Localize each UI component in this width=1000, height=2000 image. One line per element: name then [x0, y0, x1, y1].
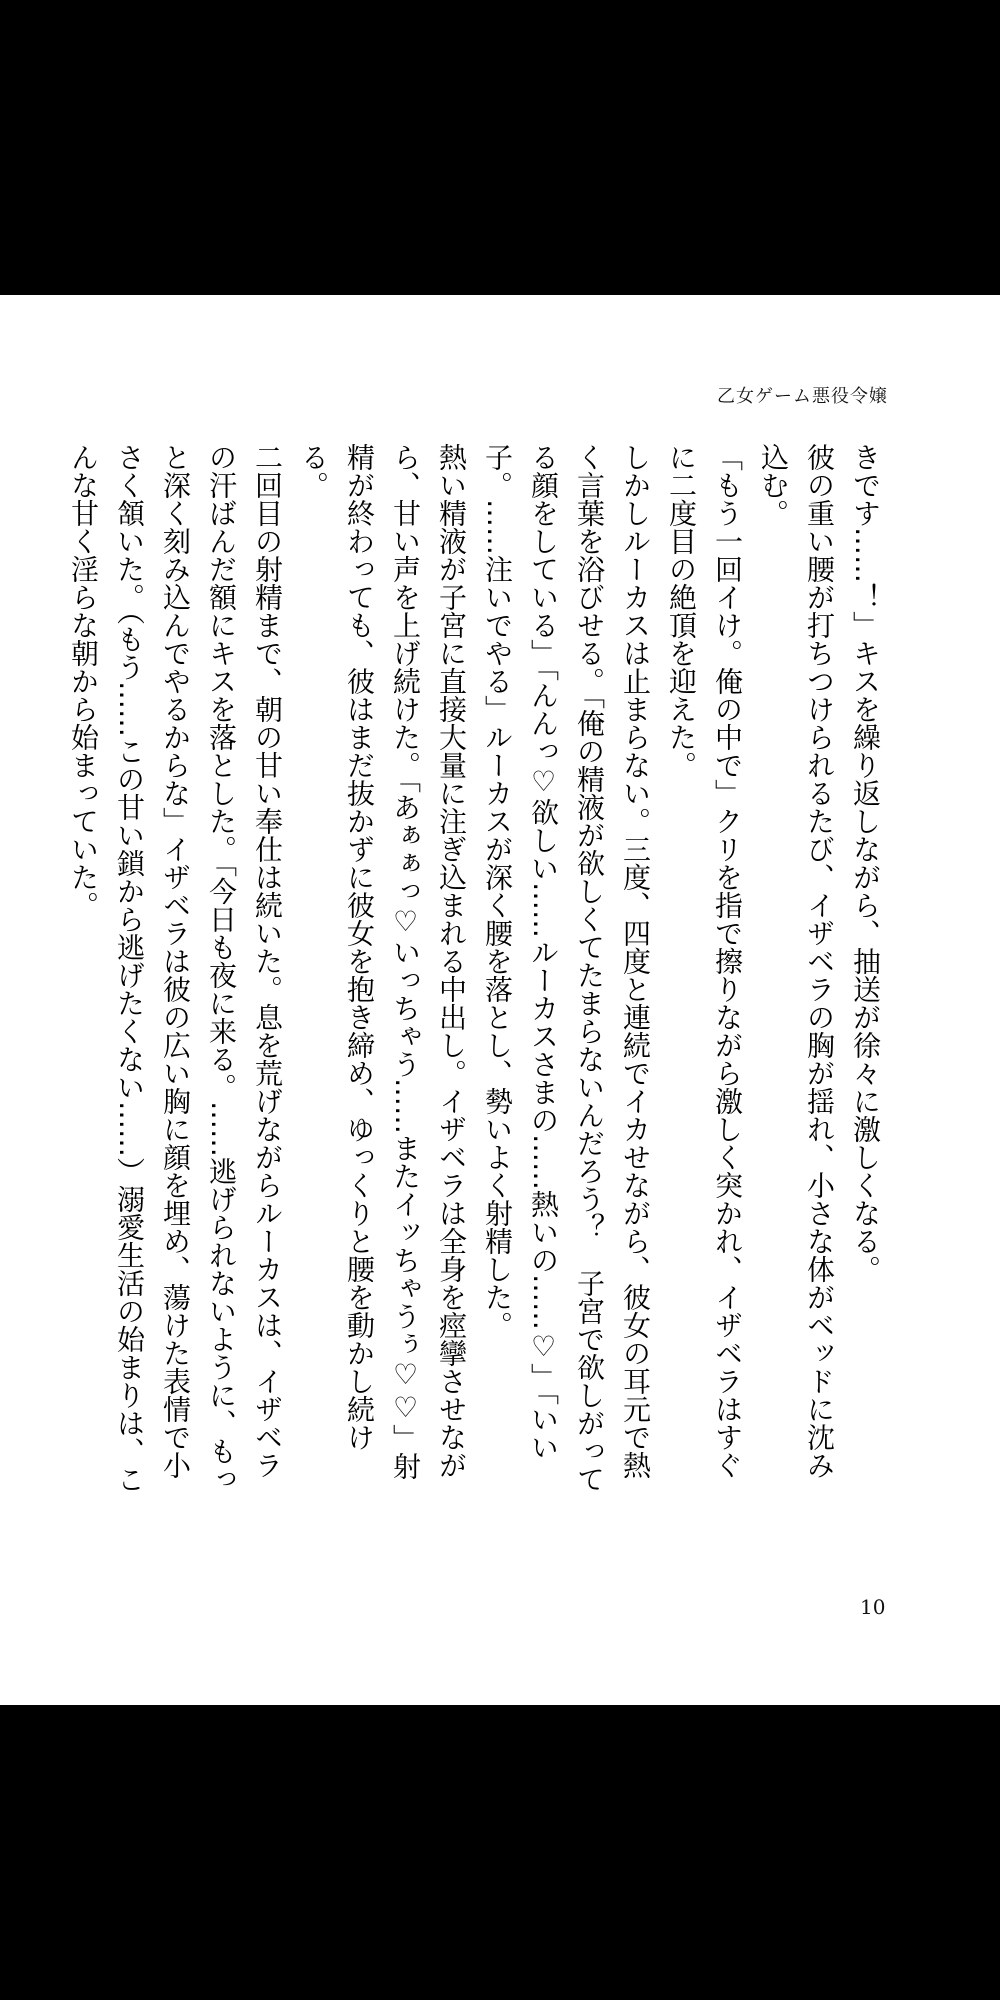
- paragraph: 彼の重い腰が打ちつけられるたび、イザベラの胸が揺れ、小さな体がベッドに沈み込む。: [757, 443, 836, 1479]
- running-head: 乙女ゲーム悪役令嬢: [717, 386, 888, 407]
- paragraph: 熱い精液が子宮に直接大量に注ぎ込まれる中出し。イザベラは全身を痙攣させながら、甘い声を上げ続けた。「あぁぁっ♡いっちゃう……またイッちゃうぅ♡♡」射精が終わっても、彼はまだ抜かずに彼女を抱き締め、ゆっくりと腰を動かし続ける。: [297, 443, 468, 1480]
- book-page: [0, 295, 1000, 1705]
- paragraph: しかしルーカスは止まらない。三度、四度と連続でイカせながら、彼女の耳元で熱く言葉を浴びせる。「俺の精液が欲しくてたまらないんだろう？ 子宮で欲しがってる顔をしている」「んんっ♡欲しい……ルーカスさまの……熱いの……♡」「いい子。……注いでやる」ルーカスが深く腰を落とし、勢いよく射精した。: [481, 443, 652, 1493]
- paragraph: きです……！」キスを繰り返しながら、抽送が徐々に激しくなる。: [849, 443, 882, 1283]
- paragraph: 二回目の射精まで、朝の甘い奉仕は続いた。息を荒げながらルーカスは、イザベラの汗ばんだ額にキスを落とした。「今日も夜に来る。……逃げられないように、もっと深く刻み込んでやるからな」イザベラは彼の広い胸に顔を埋め、蕩けた表情で小さく頷いた。（もう……この甘い鎖から逃げたくない……）溺愛生活の始まりは、こんな甘く淫らな朝から始まっていた。: [67, 443, 284, 1493]
- body-text: [67, 443, 888, 1503]
- paragraph: 「もう一回イけ。俺の中で」クリを指で擦りながら激しく突かれ、イザベラはすぐに二度目の絶頂を迎えた。: [665, 443, 744, 1479]
- page-number: 10: [860, 1595, 886, 1619]
